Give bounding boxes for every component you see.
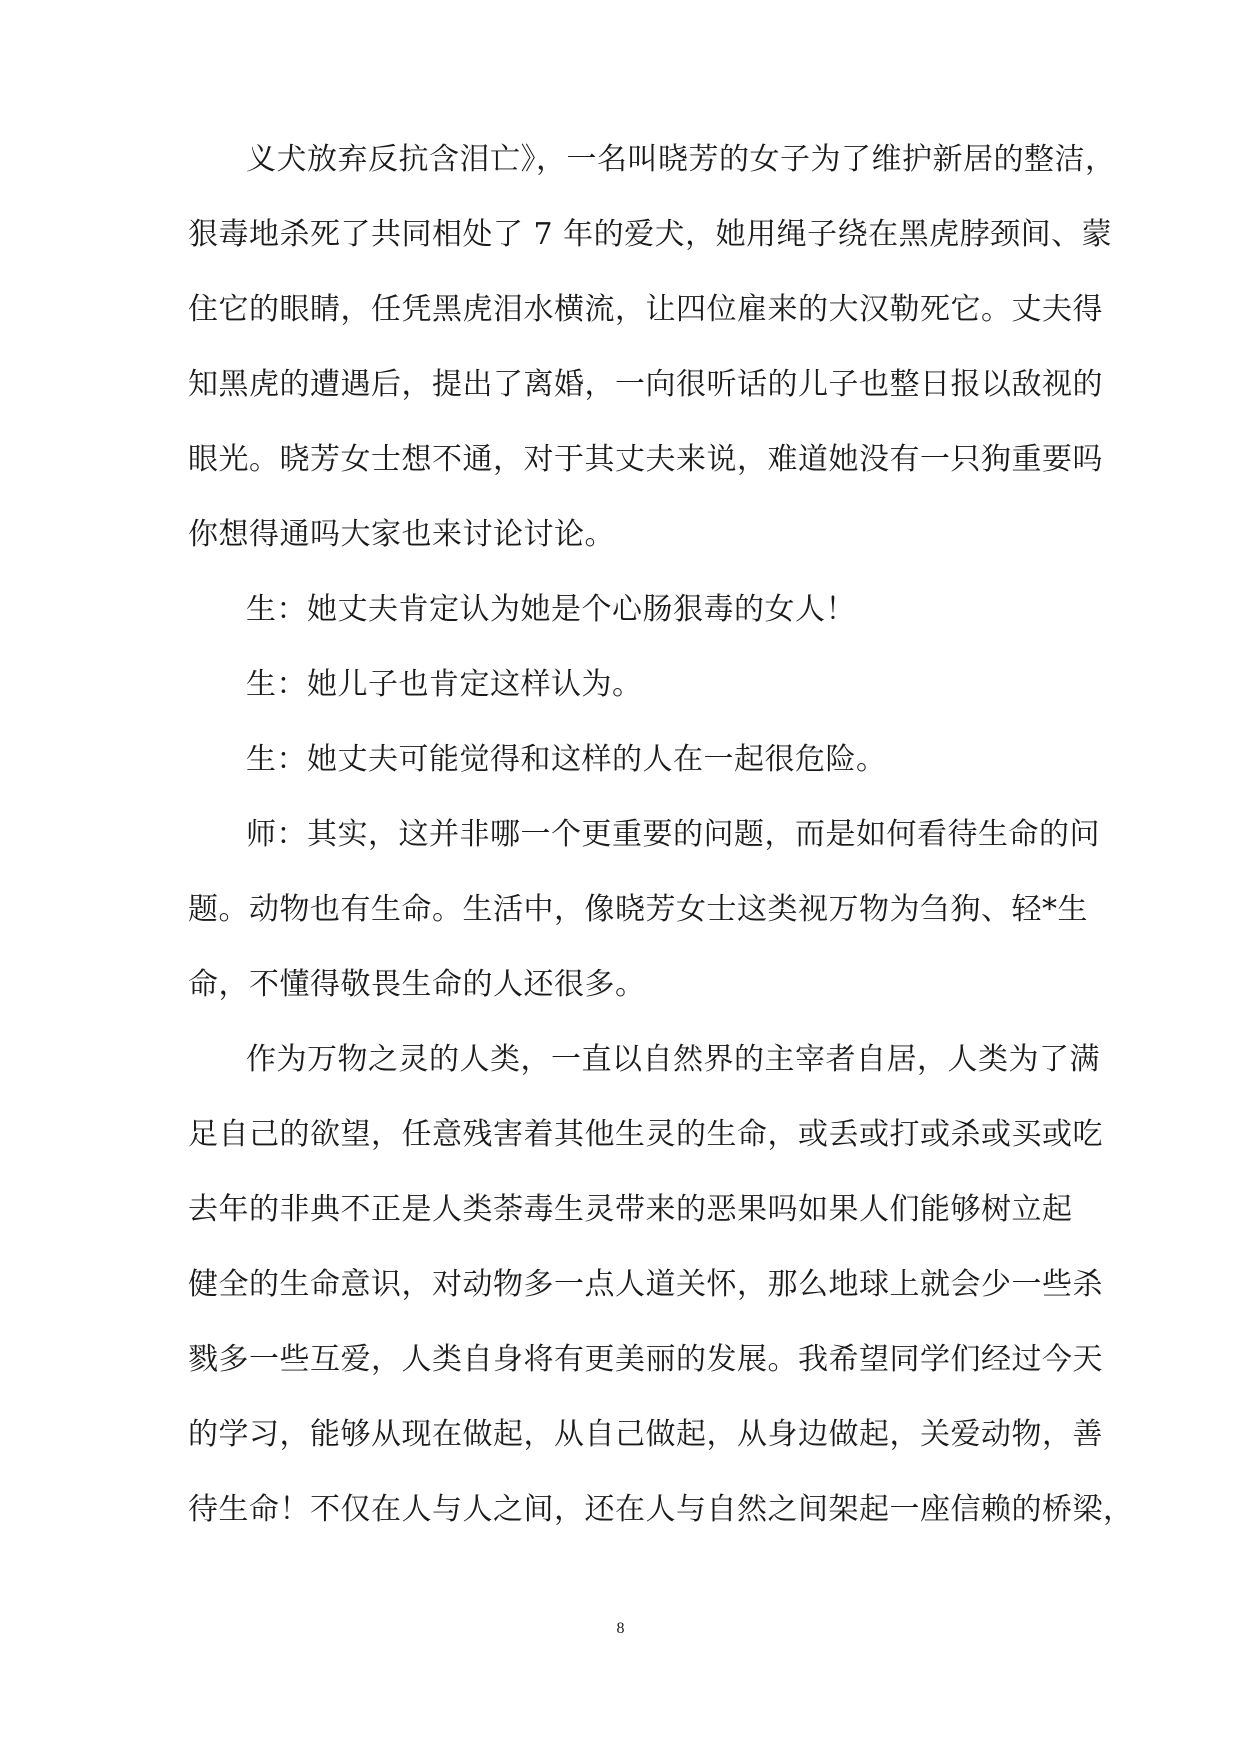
text-line: 狠毒地杀死了共同相处了 7 年的爱犬，她用绳子绕在黑虎脖颈间、蒙 bbox=[188, 217, 1113, 252]
text-line: 知黑虎的遭遇后，提出了离婚，一向很听话的儿子也整日报以敌视的 bbox=[188, 367, 1103, 402]
page-number: 8 bbox=[616, 1620, 625, 1637]
text-line: 命，不懂得敬畏生命的人还很多。 bbox=[188, 967, 646, 1002]
text-line: 作为万物之灵的人类，一直以自然界的主宰者自居，人类为了满 bbox=[246, 1042, 1100, 1077]
text-line: 待生命！不仅在人与人之间，还在人与自然之间架起一座信赖的桥梁， bbox=[188, 1492, 1134, 1527]
text-line: 你想得通吗大家也来讨论讨论。 bbox=[188, 517, 615, 552]
text-line: 题。动物也有生命。生活中，像晓芳女士这类视万物为刍狗、轻*生 bbox=[188, 892, 1088, 927]
text-line: 足自己的欲望，任意残害着其他生灵的生命，或丢或打或杀或买或吃 bbox=[188, 1117, 1103, 1152]
text-line: 眼光。晓芳女士想不通，对于其丈夫来说，难道她没有一只狗重要吗 bbox=[188, 442, 1103, 477]
text-line: 生：她丈夫可能觉得和这样的人在一起很危险。 bbox=[246, 742, 887, 777]
text-line: 健全的生命意识，对动物多一点人道关怀，那么地球上就会少一些杀 bbox=[188, 1267, 1103, 1302]
text-line: 戮多一些互爱，人类自身将有更美丽的发展。我希望同学们经过今天 bbox=[188, 1342, 1103, 1377]
text-line: 师：其实，这并非哪一个更重要的问题，而是如何看待生命的问 bbox=[246, 817, 1100, 852]
text-line: 去年的非典不正是人类荼毒生灵带来的恶果吗如果人们能够树立起 bbox=[188, 1192, 1073, 1227]
text-line: 住它的眼睛，任凭黑虎泪水横流，让四位雇来的大汉勒死它。丈夫得 bbox=[188, 292, 1103, 327]
text-line: 生：她丈夫肯定认为她是个心肠狠毒的女人！ bbox=[246, 592, 856, 627]
text-line: 生：她儿子也肯定这样认为。 bbox=[246, 667, 643, 702]
text-line: 义犬放弃反抗含泪亡》，一名叫晓芳的女子为了维护新居的整洁， bbox=[246, 142, 1116, 177]
text-line: 的学习，能够从现在做起，从自己做起，从身边做起，关爱动物，善 bbox=[188, 1417, 1103, 1452]
